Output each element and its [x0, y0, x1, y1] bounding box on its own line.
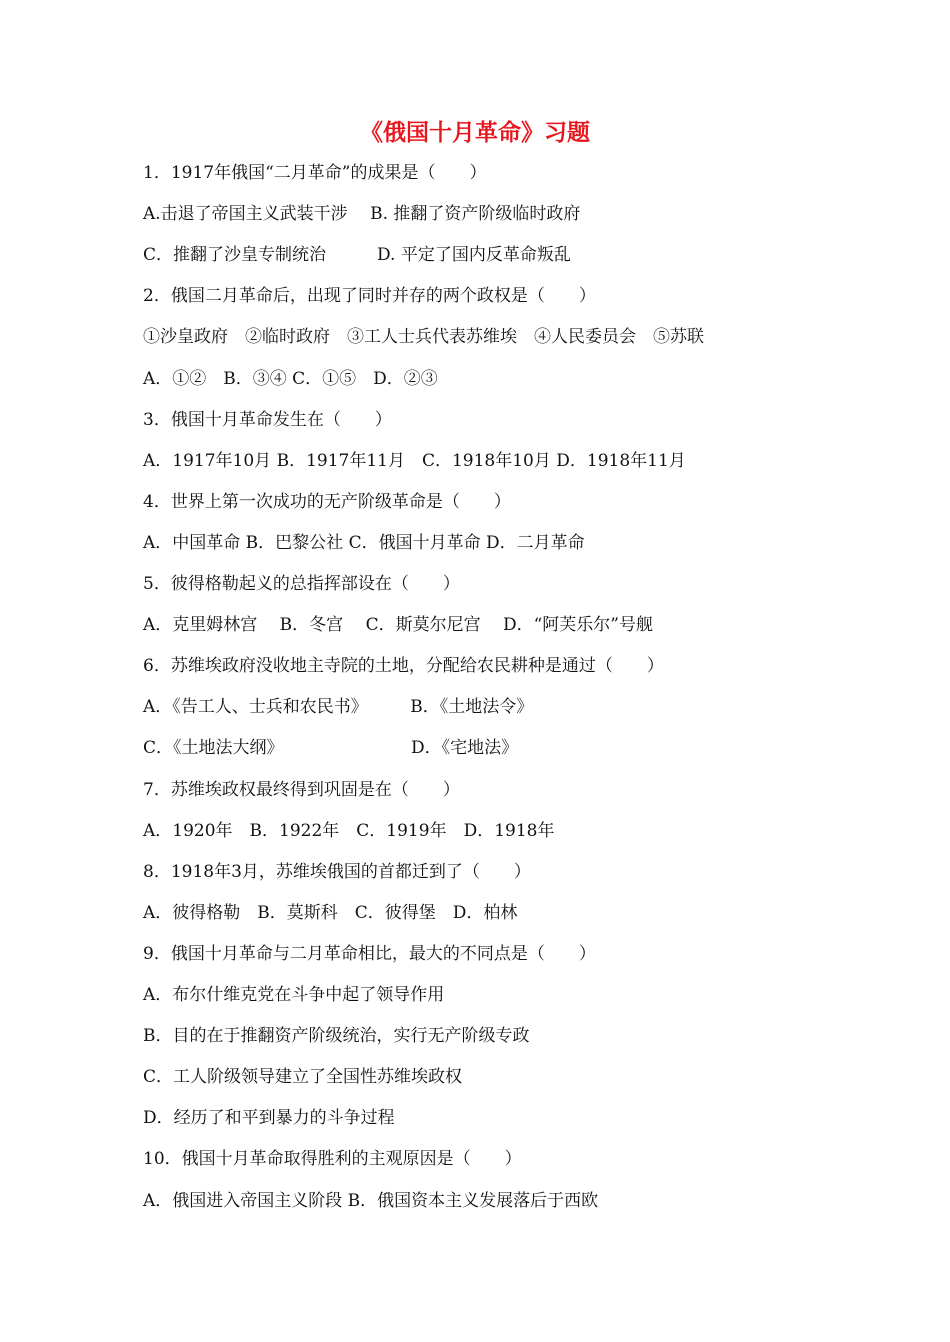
question-line: ①沙皇政府 ②临时政府 ③工人士兵代表苏维埃 ④人民委员会 ⑤苏联 [143, 327, 704, 348]
question-line: A．中国革命 B．巴黎公社 C．俄国十月革命 D．二月革命 [143, 532, 585, 553]
question-line: 7．苏维埃政权最终得到巩固是在（ ） [143, 779, 460, 800]
question-line: A．俄国进入帝国主义阶段 B．俄国资本主义发展落后于西欧 [143, 1190, 599, 1211]
question-line: 5．彼得格勒起义的总指挥部设在（ ） [143, 574, 460, 594]
question-line: A．1917年10月 B．1917年11月 C．1918年10月 D．1918年11月 [143, 450, 686, 471]
question-line: A．①② B．③④ C．①⑤ D．②③ [143, 368, 438, 389]
question-line: B．目的在于推翻资产阶级统治，实行无产阶级专政 [143, 1026, 530, 1047]
question-line: A．《告工人、士兵和农民书》 B．《土地法令》 [143, 697, 534, 718]
question-line: A．彼得格勒 B．莫斯科 C．彼得堡 D．柏林 [143, 902, 518, 923]
question-line: A．克里姆林宫 B．冬宫 C．斯莫尔尼宫 D．“阿芙乐尔”号舰 [143, 615, 653, 636]
question-line: A．1920年 B．1922年 C．1919年 D．1918年 [143, 820, 555, 841]
question-line: 3．俄国十月革命发生在（ ） [143, 409, 392, 430]
question-line: 2．俄国二月革命后，出现了同时并存的两个政权是（ ） [143, 286, 596, 307]
question-line: 6．苏维埃政府没收地主寺院的土地，分配给农民耕种是通过（ ） [143, 656, 664, 677]
question-line: C．《土地法大纲》 D．《宅地法》 [143, 738, 519, 759]
question-line: D．经历了和平到暴力的斗争过程 [143, 1108, 395, 1129]
question-line: 10．俄国十月革命取得胜利的主观原因是（ ） [143, 1149, 522, 1170]
question-line: 1．1917年俄国“二月革命”的成果是（ ） [143, 163, 487, 183]
question-line: 8．1918年3月，苏维埃俄国的首都迁到了（ ） [143, 861, 531, 882]
question-line: C．推翻了沙皇专制统治 D. 平定了国内反革命叛乱 [143, 245, 571, 266]
page-title: 《俄国十月革命》习题 [360, 119, 590, 146]
question-line: 9．俄国十月革命与二月革命相比，最大的不同点是（ ） [143, 943, 596, 964]
question-line: 4．世界上第一次成功的无产阶级革命是（ ） [143, 491, 511, 512]
question-line: C．工人阶级领导建立了全国性苏维埃政权 [143, 1067, 463, 1088]
question-line: A.击退了帝国主义武装干涉 B. 推翻了资产阶级临时政府 [143, 204, 581, 225]
question-line: A．布尔什维克党在斗争中起了领导作用 [143, 985, 445, 1005]
